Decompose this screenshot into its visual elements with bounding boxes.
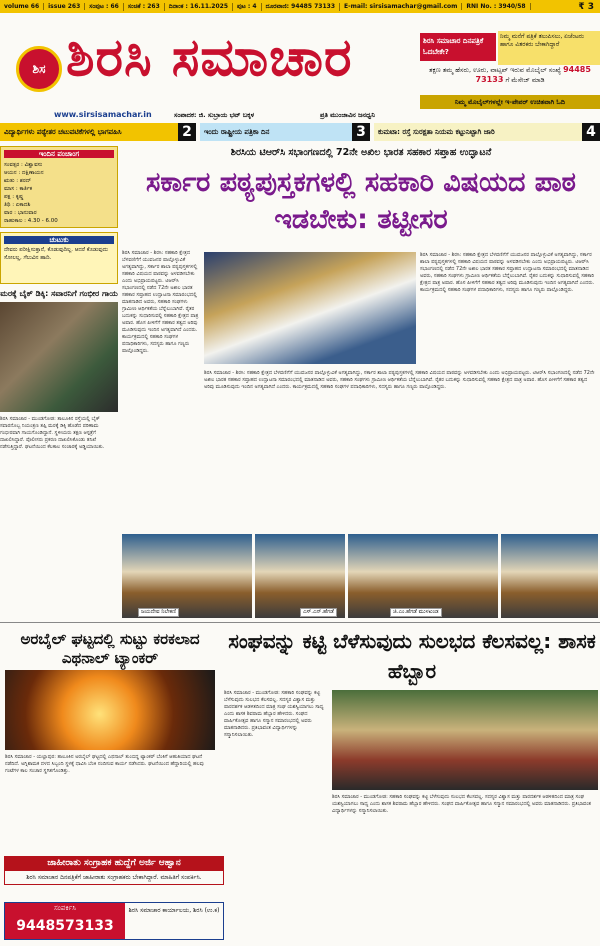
panchanga-line: ಋತು : ಶರದ್ <box>4 178 32 184</box>
masthead <box>0 14 420 118</box>
panchanga-title: ಇಂದಿನ ಪಂಚಾಂಗ <box>4 150 114 158</box>
header-info-bar <box>0 0 600 13</box>
ad-red-box: ಶಿರಸಿ ಸಮಾಚಾರ ದಿನಪತ್ರಿಕೆ ಓದಬೇಕೇ? <box>420 33 496 61</box>
headline-text: ಕುಮಟಾ: ರಸ್ತೆ ಸುರಕ್ಷತಾ ನಿಯಮ ಕಟ್ಟುನಿಟ್ಟಾಗಿ ಜಾರಿ <box>378 127 495 136</box>
ad-middle-text <box>420 65 600 85</box>
main-story-column: ಶಿರಸಿ ಸಮಾಚಾರ - ಶಿರಸಿ: ಸಹಕಾರಿ ಕ್ಷೇತ್ರದ ಬೆಳವಣಿಗೆಗೆ ಯುವಜನರ ಪಾಲ್ಗೊಳ್ಳುವಿಕೆ ಅಗತ್ಯವಾಗಿದ್ದು, ಸರ್ಕಾರ ಶಾಲಾ ಪಠ್ಯಪುಸ್ತಕಗಳಲ್ಲಿ ಸಹಕಾರಿ ವಿಷಯದ ಪಾಠವನ್ನು ಅಳವಡಿಸಬೇಕು ಎಂದು ಅಭಿಪ್ರಾಯಪಟ್ಟರು. ಟಿಆರ್‌ಸಿ ಸಭಾಂಗಣದಲ್ಲಿ ನಡೆದ 72ನೇ ಅಖಿಲ ಭಾರತ ಸಹಕಾರ ಸಪ್ತಾಹದ ಉದ್ಘಾಟನಾ ಸಮಾರಂಭದಲ್ಲಿ ಮಾತನಾಡಿದ ಅವರು, ಸಹಕಾರಿ ಸಂಘಗಳು ಗ್ರಾಮೀಣ ಆರ್ಥಿಕತೆಯ ಬೆನ್ನೆಲುಬಾಗಿವೆ. ರೈತರ ಬದುಕನ್ನು ಸುಧಾರಿಸುವಲ್ಲಿ ಸಹಕಾರಿ ಕ್ಷೇತ್ರದ ಪಾತ್ರ ಅಪಾರ. ಹೊಸ ಪೀಳಿಗೆಗೆ ಸಹಕಾರ ತತ್ವದ ಅರಿವು ಮೂಡಿಸುವುದು ಇಂದಿನ ಅಗತ್ಯವಾಗಿದೆ ಎಂದರು. ಕಾರ್ಯಕ್ರಮದಲ್ಲಿ ಸಹಕಾರಿ ಸಂಘಗಳ ಪದಾಧಿಕಾರಿಗಳು, ಸದಸ್ಯರು ಹಾಗೂ ಗಣ್ಯರು ಪಾಲ್ಗೊಂಡಿದ್ದರು. <box>204 370 595 390</box>
main-kicker: ಶಿರಸಿಯ ಟಿಆರ್‌ಸಿ ಸಭಾಂಗಣದಲ್ಲಿ 72ನೇ ಅಖಿಲ ಭಾರತ ಸಹಕಾರ ಸಪ್ತಾಹ ಉದ್ಘಾಟನೆ <box>230 147 492 158</box>
volume: volume 66 <box>0 3 44 10</box>
ad-phone: 94485 73133 <box>475 65 591 84</box>
chutuku-title: ಚುಟುಕು <box>4 236 114 244</box>
main-story-column: ಶಿರಸಿ ಸಮಾಚಾರ - ಶಿರಸಿ: ಸಹಕಾರಿ ಕ್ಷೇತ್ರದ ಬೆಳವಣಿಗೆಗೆ ಯುವಜನರ ಪಾಲ್ಗೊಳ್ಳುವಿಕೆ ಅಗತ್ಯವಾಗಿದ್ದು, ಸರ್ಕಾರ ಶಾಲಾ ಪಠ್ಯಪುಸ್ತಕಗಳಲ್ಲಿ ಸಹಕಾರಿ ವಿಷಯದ ಪಾಠವನ್ನು ಅಳವಡಿಸಬೇಕು ಎಂದು ಅಭಿಪ್ರಾಯಪಟ್ಟರು. ಟಿಆರ್‌ಸಿ ಸಭಾಂಗಣದಲ್ಲಿ ನಡೆದ 72ನೇ ಅಖಿಲ ಭಾರತ ಸಹಕಾರ ಸಪ್ತಾಹದ ಉದ್ಘಾಟನಾ ಸಮಾರಂಭದಲ್ಲಿ ಮಾತನಾಡಿದ ಅವರು, ಸಹಕಾರಿ ಸಂಘಗಳು ಗ್ರಾಮೀಣ ಆರ್ಥಿಕತೆಯ ಬೆನ್ನೆಲುಬಾಗಿವೆ. ರೈತರ ಬದುಕನ್ನು ಸುಧಾರಿಸುವಲ್ಲಿ ಸಹಕಾರಿ ಕ್ಷೇತ್ರದ ಪಾತ್ರ ಅಪಾರ. ಹೊಸ ಪೀಳಿಗೆಗೆ ಸಹಕಾರ ತತ್ವದ ಅರಿವು ಮೂಡಿಸುವುದು ಇಂದಿನ ಅಗತ್ಯವಾಗಿದೆ ಎಂದರು. ಕಾರ್ಯಕ್ರಮದಲ್ಲಿ ಸಹಕಾರಿ ಸಂಘಗಳ ಪದಾಧಿಕಾರಿಗಳು, ಸದಸ್ಯರು ಹಾಗೂ ಗಣ್ಯರು ಪಾಲ್ಗೊಂಡಿದ್ದರು. <box>420 252 595 293</box>
phone: ದೂರವಾಣಿ: 94485 73133 <box>262 3 340 11</box>
job-ad <box>4 856 224 898</box>
hebbar-story-column: ಶಿರಸಿ ಸಮಾಚಾರ - ಮುಂಡಗೋಡ: ಸಹಕಾರಿ ಸಂಘವನ್ನು ಕಟ್ಟಿ ಬೆಳೆಸುವುದು ಸುಲಭದ ಕೆಲಸವಲ್ಲ. ಸದಸ್ಯರ ವಿಶ್ವಾಸ ಮತ್ತು ಪಾರದರ್ಶಕ ಆಡಳಿತದಿಂದ ಮಾತ್ರ ಸಂಘ ಯಶಸ್ವಿಯಾಗಲು ಸಾಧ್ಯ ಎಂದು ಶಾಸಕ ಶಿವರಾಮ ಹೆಬ್ಬಾರ ಹೇಳಿದರು. ಸಂಘದ ವಾರ್ಷಿಕೋತ್ಸವ ಹಾಗೂ ಸನ್ಮಾನ ಸಮಾರಂಭದಲ್ಲಿ ಅವರು ಮಾತನಾಡಿದರು. ಪ್ರತಿಭಾವಂತ ವಿದ್ಯಾರ್ಥಿಗಳನ್ನು ಸನ್ಮಾನಿಸಲಾಯಿತು. <box>332 794 592 814</box>
hebbar-headline[interactable]: ಸಂಘವನ್ನು ಕಟ್ಟಿ ಬೆಳೆಸುವುದು ಸುಲಭದ ಕೆಲಸವಲ್ಲ: ಶಾಸಕ ಹೆಬ್ಬಾರ <box>228 629 596 683</box>
main-headline[interactable]: ಸರ್ಕಾರ ಪಠ್ಯಪುಸ್ತಕಗಳಲ್ಲಿ ಸಹಕಾರಿ ವಿಷಯದ ಪಾಠ ಇಡಬೇಕು: ತಟ್ಟೀಸರ <box>146 167 576 235</box>
tagline: ಪ್ರತಿ ಮುಂಜಾವಿನ ಜನಧ್ವನಿ <box>320 111 375 119</box>
email: E-mail: sirsisamachar@gmail.com <box>340 3 462 10</box>
event-photo-3 <box>348 534 498 618</box>
photo-caption: ಜಯದೇವ ನಿಲೇಕಣಿ <box>138 608 179 617</box>
page-number: 2 <box>178 123 196 141</box>
event-photo-1 <box>122 534 252 618</box>
contact-label: ಸಂಪರ್ಕಿಸಿ <box>54 904 76 912</box>
photo-caption: ಜಿ.ಎಂ.ಹೆಗಡೆ ಮುಳಖಂಡ <box>390 608 442 617</box>
issue: issue 263 <box>44 3 85 10</box>
job-ad-title: ಜಾಹೀರಾತು ಸಂಗ್ರಾಹಕ ಹುದ್ದೆಗೆ ಅರ್ಜಿ ಆಹ್ವಾನ <box>4 856 224 870</box>
sidebar-story-headline[interactable]: ಮರಕ್ಕೆ ಬೈಕ್ ಡಿಕ್ಕಿ: ಸವಾರನಿಗೆ ಗಂಭೀರ ಗಾಯ <box>0 289 118 298</box>
contact-phone[interactable]: 9448573133 <box>16 918 114 934</box>
photo-caption: ಎಸ್.ಎನ್.ಹೆಗಡೆ <box>300 608 337 617</box>
panchanga-line: ರಾಹುಕಾಲ : 4.30 - 6.00 <box>4 218 58 224</box>
headline-text: ವಿದ್ಯಾರ್ಥಿಗಳು ಪಠ್ಯೇತರ ಚಟುವಟಿಕೆಗಳಲ್ಲಿ ಭಾಗವಹಿಸಿ <box>4 127 122 136</box>
newspaper-logo-icon: ಶಿಸ <box>16 46 62 92</box>
rni: RNI No. : 3940/58 <box>462 3 530 10</box>
contact-ad <box>4 902 224 940</box>
ad-middle-tail: ಗೆ ಮೆಸೇಜ್ ಮಾಡಿ <box>505 76 545 84</box>
page-number: 3 <box>352 123 370 141</box>
date: ದಿನಾಂಕ : 16.11.2025 <box>165 3 233 11</box>
sidebar-story-text: ಶಿರಸಿ ಸಮಾಚಾರ - ಮುಂಡಗೋಡ: ತಾಲೂಕಿನ ರಸ್ತೆಯಲ್ಲಿ ಬೈಕ್ ಸವಾರನೊಬ್ಬ ನಿಯಂತ್ರಣ ತಪ್ಪಿ ಮರಕ್ಕೆ ಡಿಕ್ಕಿ ಹೊಡೆದ ಪರಿಣಾಮ ಗಂಭೀರವಾಗಿ ಗಾಯಗೊಂಡಿದ್ದಾನೆ. ಸ್ಥಳೀಯರು ತಕ್ಷಣ ಆಸ್ಪತ್ರೆಗೆ ದಾಖಲಿಸಿದ್ದಾರೆ. ಪೊಲೀಸರು ಪ್ರಕರಣ ದಾಖಲಿಸಿಕೊಂಡು ತನಿಖೆ ನಡೆಸುತ್ತಿದ್ದಾರೆ. ಘಟನೆಯಿಂದ ಕೆಲಕಾಲ ಸಂಚಾರಕ್ಕೆ ಅಡ್ಡಿಯಾಯಿತು. <box>0 416 105 450</box>
tanker-story-text: ಶಿರಸಿ ಸಮಾಚಾರ - ಯಲ್ಲಾಪುರ: ತಾಲೂಕಿನ ಅರಬೈಲ್ ಘಟ್ಟದಲ್ಲಿ ಎಥನಾಲ್ ತುಂಬಿದ್ದ ಟ್ಯಾಂಕರ್ ಬೆಂಕಿಗೆ ಆಹುತಿಯಾದ ಘಟನೆ ನಡೆದಿದೆ. ಅಗ್ನಿಶಾಮಕ ದಳದ ಸಿಬ್ಬಂದಿ ಸ್ಥಳಕ್ಕೆ ಧಾವಿಸಿ ಬೆಂಕಿ ನಂದಿಸುವ ಕಾರ್ಯ ನಡೆಸಿದರು. ಘಟನೆಯಿಂದ ಹೆದ್ದಾರಿಯಲ್ಲಿ ಹಲವು ಗಂಟೆಗಳ ಕಾಲ ಸಂಚಾರ ಸ್ಥಗಿತಗೊಂಡಿತ್ತು. <box>5 754 204 774</box>
tanker-fire-photo <box>5 670 215 750</box>
headline-text: ಇಂದು ರಾಷ್ಟ್ರೀಯ ಪತ್ರಿಕಾ ದಿನ <box>204 127 270 136</box>
price: ₹ 3 <box>578 1 594 12</box>
contact-address: ಶಿರಸಿ ಸಮಾಚಾರ ಕಾರ್ಯಾಲಯ, ಶಿರಸಿ (ಉ.ಕ) <box>128 907 220 914</box>
editor-line: ಸಂಪಾದಕ: ಜಿ. ಸುಬ್ರಾಯ ಭಟ್ ಬಕ್ಕಳ <box>174 111 255 119</box>
panchanga-box <box>0 146 118 228</box>
sanchike: ಸಂಚಿಕೆ : 263 <box>124 3 165 11</box>
panchanga-line: ಸಂವತ್ಸರ : ವಿಶ್ವಾವಸು <box>4 162 43 168</box>
ad-yellow-box: ನಿಮ್ಮ ಮನೆಗೆ ಪತ್ರಿಕೆ ತಲುಪಿಸಲು, ಏಜೆಂಟರು ಹಾಗೂ ವಿತರಕರು ಬೇಕಾಗಿದ್ದಾರೆ <box>498 31 600 65</box>
ad-middle: ತಕ್ಷಣ ತಮ್ಮ ಹೆಸರು, ಊರು, ವಾಟ್ಸಪ್ ಇರುವ ಮೊಬೈಲ್ ಸಂಖ್ಯೆ <box>429 66 562 74</box>
event-photo-2 <box>255 534 345 618</box>
left-sidebar <box>0 146 118 624</box>
section-divider <box>0 622 600 623</box>
panchanga-line: ಮಾಸ : ಕಾರ್ತಿಕ <box>4 186 33 192</box>
page-number: 4 <box>582 123 600 141</box>
headline-page-4[interactable] <box>374 123 600 141</box>
headline-page-2[interactable] <box>0 123 196 141</box>
panchanga-line: ಆಯನ : ದಕ್ಷಿಣಾಯನ <box>4 170 44 176</box>
subscription-ad <box>420 15 600 119</box>
panchanga-line: ವಾರ : ಭಾನುವಾರ <box>4 210 37 216</box>
headline-page-3[interactable] <box>200 123 370 141</box>
contact-ad-left <box>5 903 125 939</box>
epaper-strip: ನಿಮ್ಮ ಮೊಬೈಲ್‌ಗಳಲ್ಲೇ ಇ-ಪೇಪರ್ ಉಚಿತವಾಗಿ ಓದಿ <box>420 95 600 109</box>
panchanga-line: ತಿಥಿ : ಏಕಾದಶಿ <box>4 202 31 208</box>
chutuku-text: ದೇವರು ಪರೀಕ್ಷಿಸುತ್ತಾನೆ, ಕೊಡುವುದಿಲ್ಲ. ಆದರೆ ಕೊಡುವುದು ಸೋಲಲ್ಲ, ಗೆಲುವಿನ ಹಾದಿ. <box>4 247 109 261</box>
chutuku-box <box>0 232 118 284</box>
felicitation-photo <box>332 690 598 790</box>
samputa: ಸಂಪುಟ : 66 <box>85 3 124 11</box>
inside-headlines <box>0 123 600 141</box>
job-ad-body: ಶಿರಸಿ ಸಮಾಚಾರ ದಿನಪತ್ರಿಕೆಗೆ ಜಾಹೀರಾತು ಸಂಗ್ರಾಹಕರು ಬೇಕಾಗಿದ್ದಾರೆ. ಮಾಹಿತಿಗೆ ಸಂಪರ್ಕಿಸಿ. <box>4 870 224 885</box>
main-story-column: ಶಿರಸಿ ಸಮಾಚಾರ - ಶಿರಸಿ: ಸಹಕಾರಿ ಕ್ಷೇತ್ರದ ಬೆಳವಣಿಗೆಗೆ ಯುವಜನರ ಪಾಲ್ಗೊಳ್ಳುವಿಕೆ ಅಗತ್ಯವಾಗಿದ್ದು, ಸರ್ಕಾರ ಶಾಲಾ ಪಠ್ಯಪುಸ್ತಕಗಳಲ್ಲಿ ಸಹಕಾರಿ ವಿಷಯದ ಪಾಠವನ್ನು ಅಳವಡಿಸಬೇಕು ಎಂದು ಅಭಿಪ್ರಾಯಪಟ್ಟರು. ಟಿಆರ್‌ಸಿ ಸಭಾಂಗಣದಲ್ಲಿ ನಡೆದ 72ನೇ ಅಖಿಲ ಭಾರತ ಸಹಕಾರ ಸಪ್ತಾಹದ ಉದ್ಘಾಟನಾ ಸಮಾರಂಭದಲ್ಲಿ ಮಾತನಾಡಿದ ಅವರು, ಸಹಕಾರಿ ಸಂಘಗಳು ಗ್ರಾಮೀಣ ಆರ್ಥಿಕತೆಯ ಬೆನ್ನೆಲುಬಾಗಿವೆ. ರೈತರ ಬದುಕನ್ನು ಸುಧಾರಿಸುವಲ್ಲಿ ಸಹಕಾರಿ ಕ್ಷೇತ್ರದ ಪಾತ್ರ ಅಪಾರ. ಹೊಸ ಪೀಳಿಗೆಗೆ ಸಹಕಾರ ತತ್ವದ ಅರಿವು ಮೂಡಿಸುವುದು ಇಂದಿನ ಅಗತ್ಯವಾಗಿದೆ ಎಂದರು. ಕಾರ್ಯಕ್ರಮದಲ್ಲಿ ಸಹಕಾರಿ ಸಂಘಗಳ ಪದಾಧಿಕಾರಿಗಳು, ಸದಸ್ಯರು ಹಾಗೂ ಗಣ್ಯರು ಪಾಲ್ಗೊಂಡಿದ್ದರು. <box>122 250 199 354</box>
hebbar-story-column: ಶಿರಸಿ ಸಮಾಚಾರ - ಮುಂಡಗೋಡ: ಸಹಕಾರಿ ಸಂಘವನ್ನು ಕಟ್ಟಿ ಬೆಳೆಸುವುದು ಸುಲಭದ ಕೆಲಸವಲ್ಲ. ಸದಸ್ಯರ ವಿಶ್ವಾಸ ಮತ್ತು ಪಾರದರ್ಶಕ ಆಡಳಿತದಿಂದ ಮಾತ್ರ ಸಂಘ ಯಶಸ್ವಿಯಾಗಲು ಸಾಧ್ಯ ಎಂದು ಶಾಸಕ ಶಿವರಾಮ ಹೆಬ್ಬಾರ ಹೇಳಿದರು. ಸಂಘದ ವಾರ್ಷಿಕೋತ್ಸವ ಹಾಗೂ ಸನ್ಮಾನ ಸಮಾರಂಭದಲ್ಲಿ ಅವರು ಮಾತನಾಡಿದರು. ಪ್ರತಿಭಾವಂತ ವಿದ್ಯಾರ್ಥಿಗಳನ್ನು ಸನ್ಮಾನಿಸಲಾಯಿತು. <box>224 690 324 738</box>
tanker-fire-headline[interactable]: ಅರಬೈಲ್ ಘಟ್ಟದಲ್ಲಿ ಸುಟ್ಟು ಕರಕಲಾದ ಎಥನಾಲ್ ಟ್ಯಾಂಕರ್ <box>20 630 200 667</box>
panchanga-line: ಪಕ್ಷ : ಕೃಷ್ಣ <box>4 194 24 200</box>
website-link[interactable]: www.sirsisamachar.in <box>54 110 152 119</box>
pages: ಪುಟ : 4 <box>233 3 262 11</box>
newspaper-title: ಶಿರಸಿ ಸಮಾಚಾರ <box>66 28 353 88</box>
accident-photo <box>0 302 118 412</box>
event-photo-4 <box>501 534 598 618</box>
main-photo <box>204 252 416 364</box>
